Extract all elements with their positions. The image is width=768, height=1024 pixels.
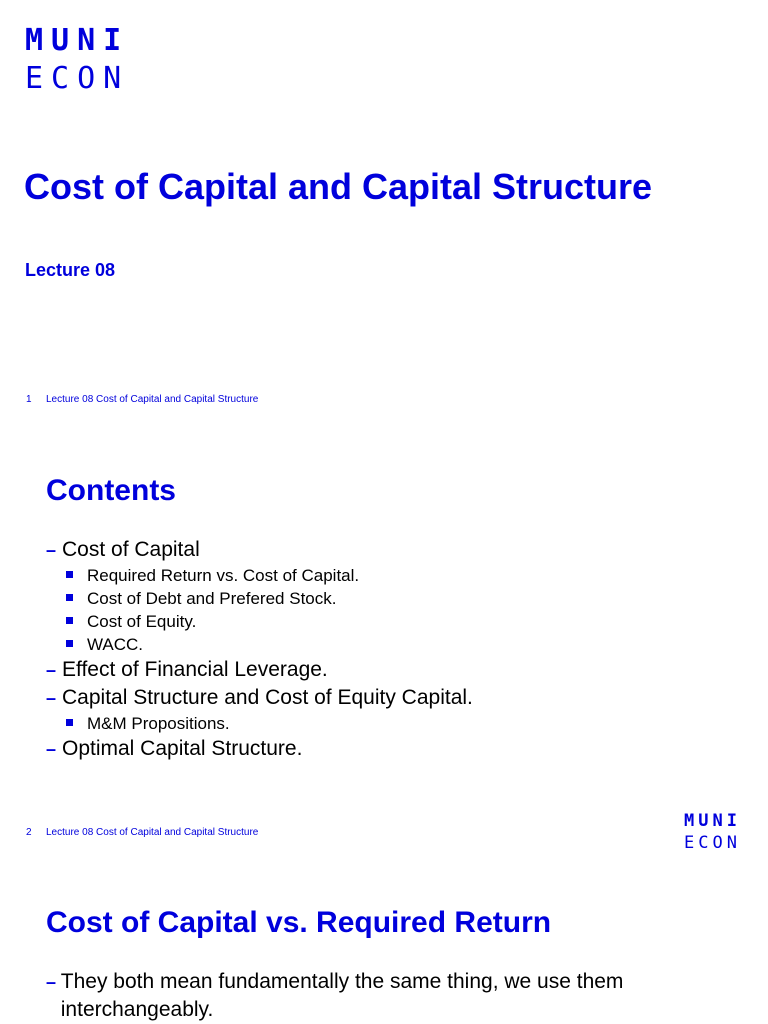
list-item [46,968,726,1024]
muni-econ-logo [25,22,129,98]
logo-line-1: MUNI [684,811,741,831]
slide-1-subtitle: Lecture 08 [25,260,116,280]
list-item [46,536,473,656]
slide-1-footer [26,394,258,405]
square-bullet-icon [66,719,73,726]
slide-1-title: Cost of Capital and Capital Structure [24,166,653,207]
list-item-label: Effect of Financial Leverage. [62,658,328,681]
sub-list-item [66,712,473,735]
logo-line-2: ECON [684,833,741,853]
list-item [46,735,473,763]
sub-list-item [66,610,473,633]
list-item-label: Cost of Capital [62,538,200,561]
slide-3-title: Cost of Capital vs. Required Return [46,906,552,939]
sub-list-item-label: Required Return vs. Cost of Capital. [87,566,360,585]
list-item-label: Optimal Capital Structure. [62,737,303,760]
footer-text: Lecture 08 Cost of Capital and Capital Structure [46,394,259,405]
logo-line-1: MUNI [25,23,130,58]
slide-3-body [46,968,726,1024]
sub-list-item-label: Cost of Debt and Prefered Stock. [87,589,337,608]
list-item-label: Capital Structure and Cost of Equity Capital. [62,686,473,709]
muni-econ-logo [684,810,741,854]
sub-list-item-label: WACC. [87,635,144,654]
square-bullet-icon [66,617,73,624]
slide-2-footer [26,827,258,838]
dash-bullet-icon: – [46,739,57,759]
sub-list-item-label: M&M Propositions. [87,714,230,733]
sub-list-item [66,633,473,656]
square-bullet-icon [66,571,73,578]
dash-bullet-icon: – [46,688,57,708]
contents-list [46,536,473,763]
square-bullet-icon [66,594,73,601]
sub-list-item [66,564,473,587]
square-bullet-icon [66,640,73,647]
sub-list-item-label: Cost of Equity. [87,612,197,631]
logo-line-2: ECON [25,61,130,96]
dash-bullet-icon: – [46,540,57,560]
slide-number: 1 [26,394,32,405]
dash-bullet-icon: – [46,660,57,680]
list-item [46,684,473,735]
slide-number: 2 [26,827,32,838]
dash-bullet-icon: – [46,972,57,992]
sub-list-item [66,587,473,610]
list-item [46,656,473,684]
list-item-label: They both mean fundamentally the same thing, we use them interchangeably. [60,970,624,1021]
slide-2-title: Contents [46,474,176,507]
footer-text: Lecture 08 Cost of Capital and Capital Structure [46,827,259,838]
